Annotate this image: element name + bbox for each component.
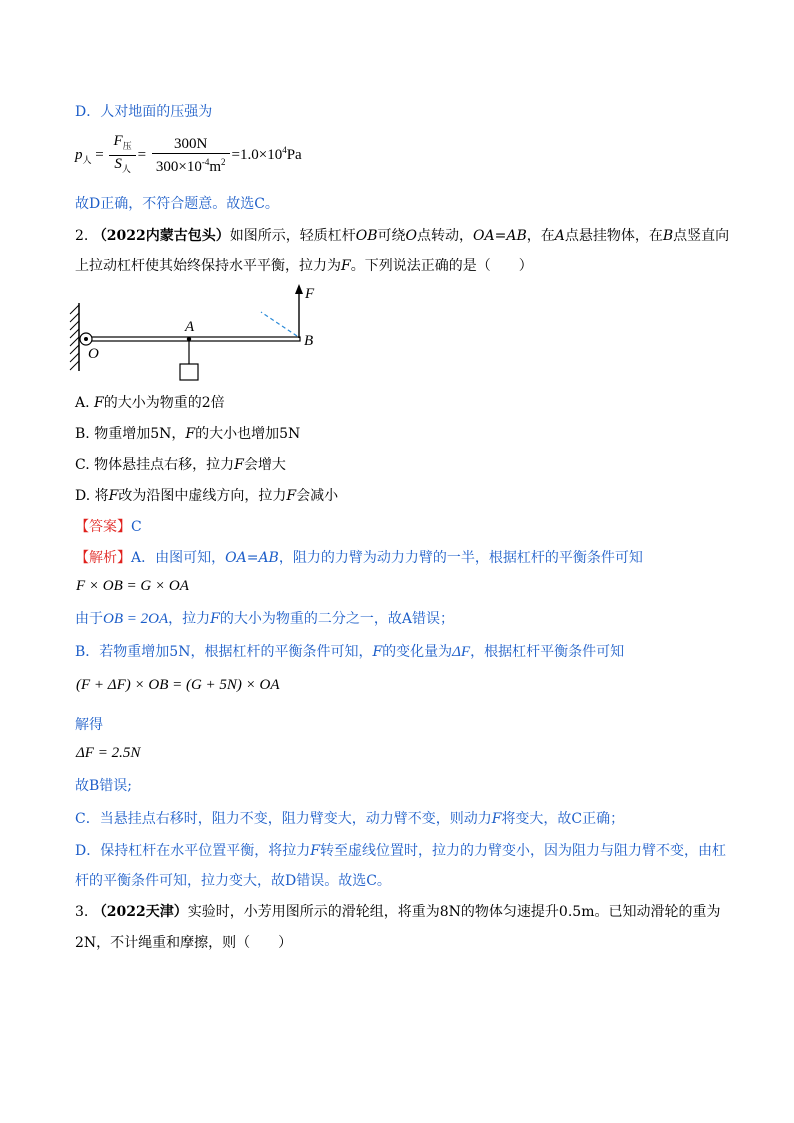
- analysis-d-line1: [75, 842, 726, 860]
- answer-line: [75, 518, 142, 536]
- frac2-den-exp: -4: [201, 156, 210, 167]
- option-b-f: F: [185, 426, 196, 442]
- q2-stem-text: ，在: [526, 228, 555, 244]
- q2-stem-oa-ab: OA=AB: [473, 228, 527, 244]
- analysis-label: 【解析】: [75, 550, 131, 566]
- label-f: F: [305, 286, 315, 302]
- analysis-c: [75, 810, 624, 828]
- answer-label: 【答案】: [75, 519, 131, 535]
- analysis-a-p2: ，阻力的力臂为动力力臂的一半，根据杠杆的平衡条件可知: [278, 550, 643, 566]
- label-b: B: [304, 333, 314, 349]
- lever-figure: [66, 281, 336, 383]
- option-c-f: F: [234, 457, 244, 473]
- weight-block: [180, 364, 198, 380]
- q2-number: 2.: [75, 228, 89, 244]
- analysis-b-p1: B．若物重增加5N，根据杠杆的平衡条件可知，: [75, 644, 373, 660]
- analysis-a-p1: A．由图可知，: [131, 550, 226, 566]
- analysis-a: [75, 549, 643, 567]
- formula-result-unit: Pa: [286, 146, 302, 163]
- analysis-b-f: F: [372, 644, 383, 660]
- option-d: [75, 487, 338, 505]
- since-f: F: [210, 611, 220, 627]
- equation-2: (F + ΔF) × OB = (G + 5N) × OA: [76, 677, 280, 693]
- q2-stem-o: O: [405, 228, 418, 244]
- frac2-den: 300×10: [155, 158, 202, 175]
- q2-stem-text: 上拉动杠杆使其始终保持水平平衡，拉力为: [75, 258, 341, 274]
- analysis-c-p2: 将变大，故C正确；: [501, 811, 625, 827]
- q2-stem-f: F: [341, 258, 351, 274]
- equation-1: F × OB = G × OA: [76, 578, 189, 594]
- frac1-num-sub: 压: [122, 141, 132, 151]
- option-b-post: 的大小也增加5N: [195, 426, 301, 442]
- option-d-f: F: [108, 488, 119, 504]
- frac2-den-unit: m: [209, 158, 222, 175]
- frac1-den-sub: 人: [121, 164, 131, 174]
- q2-stem-text: 点悬挂物体，在: [564, 228, 663, 244]
- wall-hatching: [70, 305, 79, 370]
- q2-stem-line2: [75, 257, 533, 275]
- option-d-mid: 改为沿图中虚线方向，拉力: [118, 488, 287, 504]
- option-c: [75, 456, 286, 474]
- analysis-c-p1: C．当悬挂点右移时，阻力不变，阻力臂变大，动力臂不变，则动力: [75, 811, 492, 827]
- q3-source: （2022天津）: [92, 904, 188, 920]
- analysis-d-p2: 转至虚线位置时，拉力的力臂变小，因为阻力与阻力臂不变，由杠: [319, 843, 726, 859]
- analysis-c-f: F: [491, 811, 502, 827]
- lever-bar: [86, 337, 300, 341]
- formula-result-exp: 4: [282, 144, 287, 155]
- label-o: O: [88, 346, 99, 362]
- option-c-post: 会增大: [243, 457, 286, 473]
- q2-stem-text: 如图所示，轻质杠杆: [229, 228, 356, 244]
- analysis-d-line2: 杆的平衡条件可知，拉力变大，故D错误。故选C。: [75, 873, 391, 889]
- fraction-f-over-s: [109, 133, 135, 178]
- since-p2: ，拉力: [168, 611, 211, 627]
- frac2-den-unit-exp: 2: [221, 156, 226, 167]
- dashed-direction-line: [261, 312, 297, 336]
- q3-stem-line1: [75, 903, 720, 921]
- since-line: [75, 610, 454, 628]
- q2-source: （2022内蒙古包头）: [92, 228, 230, 244]
- option-c-pre: C. 物体悬挂点右移，拉力: [75, 457, 235, 473]
- pivot-center: [84, 337, 88, 341]
- equation-3: ΔF = 2.5N: [76, 745, 141, 761]
- since-eq: OB = 2OA: [103, 611, 169, 627]
- label-a: A: [185, 319, 195, 335]
- answer-value: C: [131, 519, 142, 535]
- q3-stem-line2: 2N，不计绳重和摩擦，则（ ）: [75, 935, 293, 951]
- option-d-header: D．人对地面的压强为: [75, 104, 213, 120]
- b-conclusion: 故B错误;: [75, 778, 133, 794]
- q2-stem-text: 点竖直向: [673, 228, 730, 244]
- frac1-den: S: [114, 156, 122, 172]
- analysis-b-df: ΔF: [452, 644, 471, 660]
- fraction-numeric: [152, 136, 230, 176]
- option-a-pre: A.: [75, 395, 95, 411]
- option-d-post: 会减小: [296, 488, 339, 504]
- option-a-f: F: [94, 395, 104, 411]
- since-p3: 的大小为物重的二分之一，故A错误；: [219, 611, 454, 627]
- option-b: [75, 425, 300, 443]
- option-b-pre: B. 物重增加5N，: [75, 426, 186, 442]
- analysis-d-f: F: [310, 843, 320, 859]
- frac2-num: 300N: [152, 136, 230, 154]
- option-a-post: 的大小为物重的2倍: [103, 395, 225, 411]
- q2-stem-a: A: [554, 228, 565, 244]
- option-a: [75, 394, 225, 412]
- analysis-b: [75, 643, 624, 661]
- q2-stem-line1: [75, 227, 729, 245]
- force-arrowhead-icon: [295, 284, 303, 294]
- q2-stem-text: 可绕: [377, 228, 406, 244]
- formula-lhs: p: [75, 146, 83, 163]
- frac1-num: F: [113, 133, 123, 149]
- option-d-pre: D. 将: [75, 488, 109, 504]
- since-p1: 由于: [75, 611, 103, 627]
- q3-stem-p1: 实验时，小芳用图所示的滑轮组，将重为8N的物体匀速提升0.5m。已知动滑轮的重为: [187, 904, 721, 920]
- q2-stem-text: 。下列说法正确的是（ ）: [350, 258, 533, 274]
- solve-label: 解得: [75, 717, 103, 733]
- analysis-b-p2: 的变化量为: [382, 644, 453, 660]
- analysis-a-oa: OA=AB: [225, 550, 279, 566]
- q2-stem-text: 点转动，: [417, 228, 474, 244]
- q2-stem-b: B: [662, 228, 674, 244]
- prev-conclusion: 故D正确，不符合题意。故选C。: [75, 196, 279, 212]
- formula-lhs-sub: 人: [82, 154, 92, 165]
- analysis-d-p1: D．保持杠杆在水平位置平衡，将拉力: [75, 843, 311, 859]
- q3-number: 3.: [75, 904, 89, 920]
- option-d-f2: F: [286, 488, 297, 504]
- q2-stem-ob: OB: [355, 228, 378, 244]
- analysis-b-p3: ，根据杠杆平衡条件可知: [470, 644, 625, 660]
- pressure-formula: $p_人$ = $\frac{F_压}{S_人}$ = $\frac{300N}{300\times 10^{-4}m^2}$ $=1.0\times 10^4Pa$: [75, 133, 302, 178]
- formula-result: =1.0×10: [231, 146, 283, 163]
